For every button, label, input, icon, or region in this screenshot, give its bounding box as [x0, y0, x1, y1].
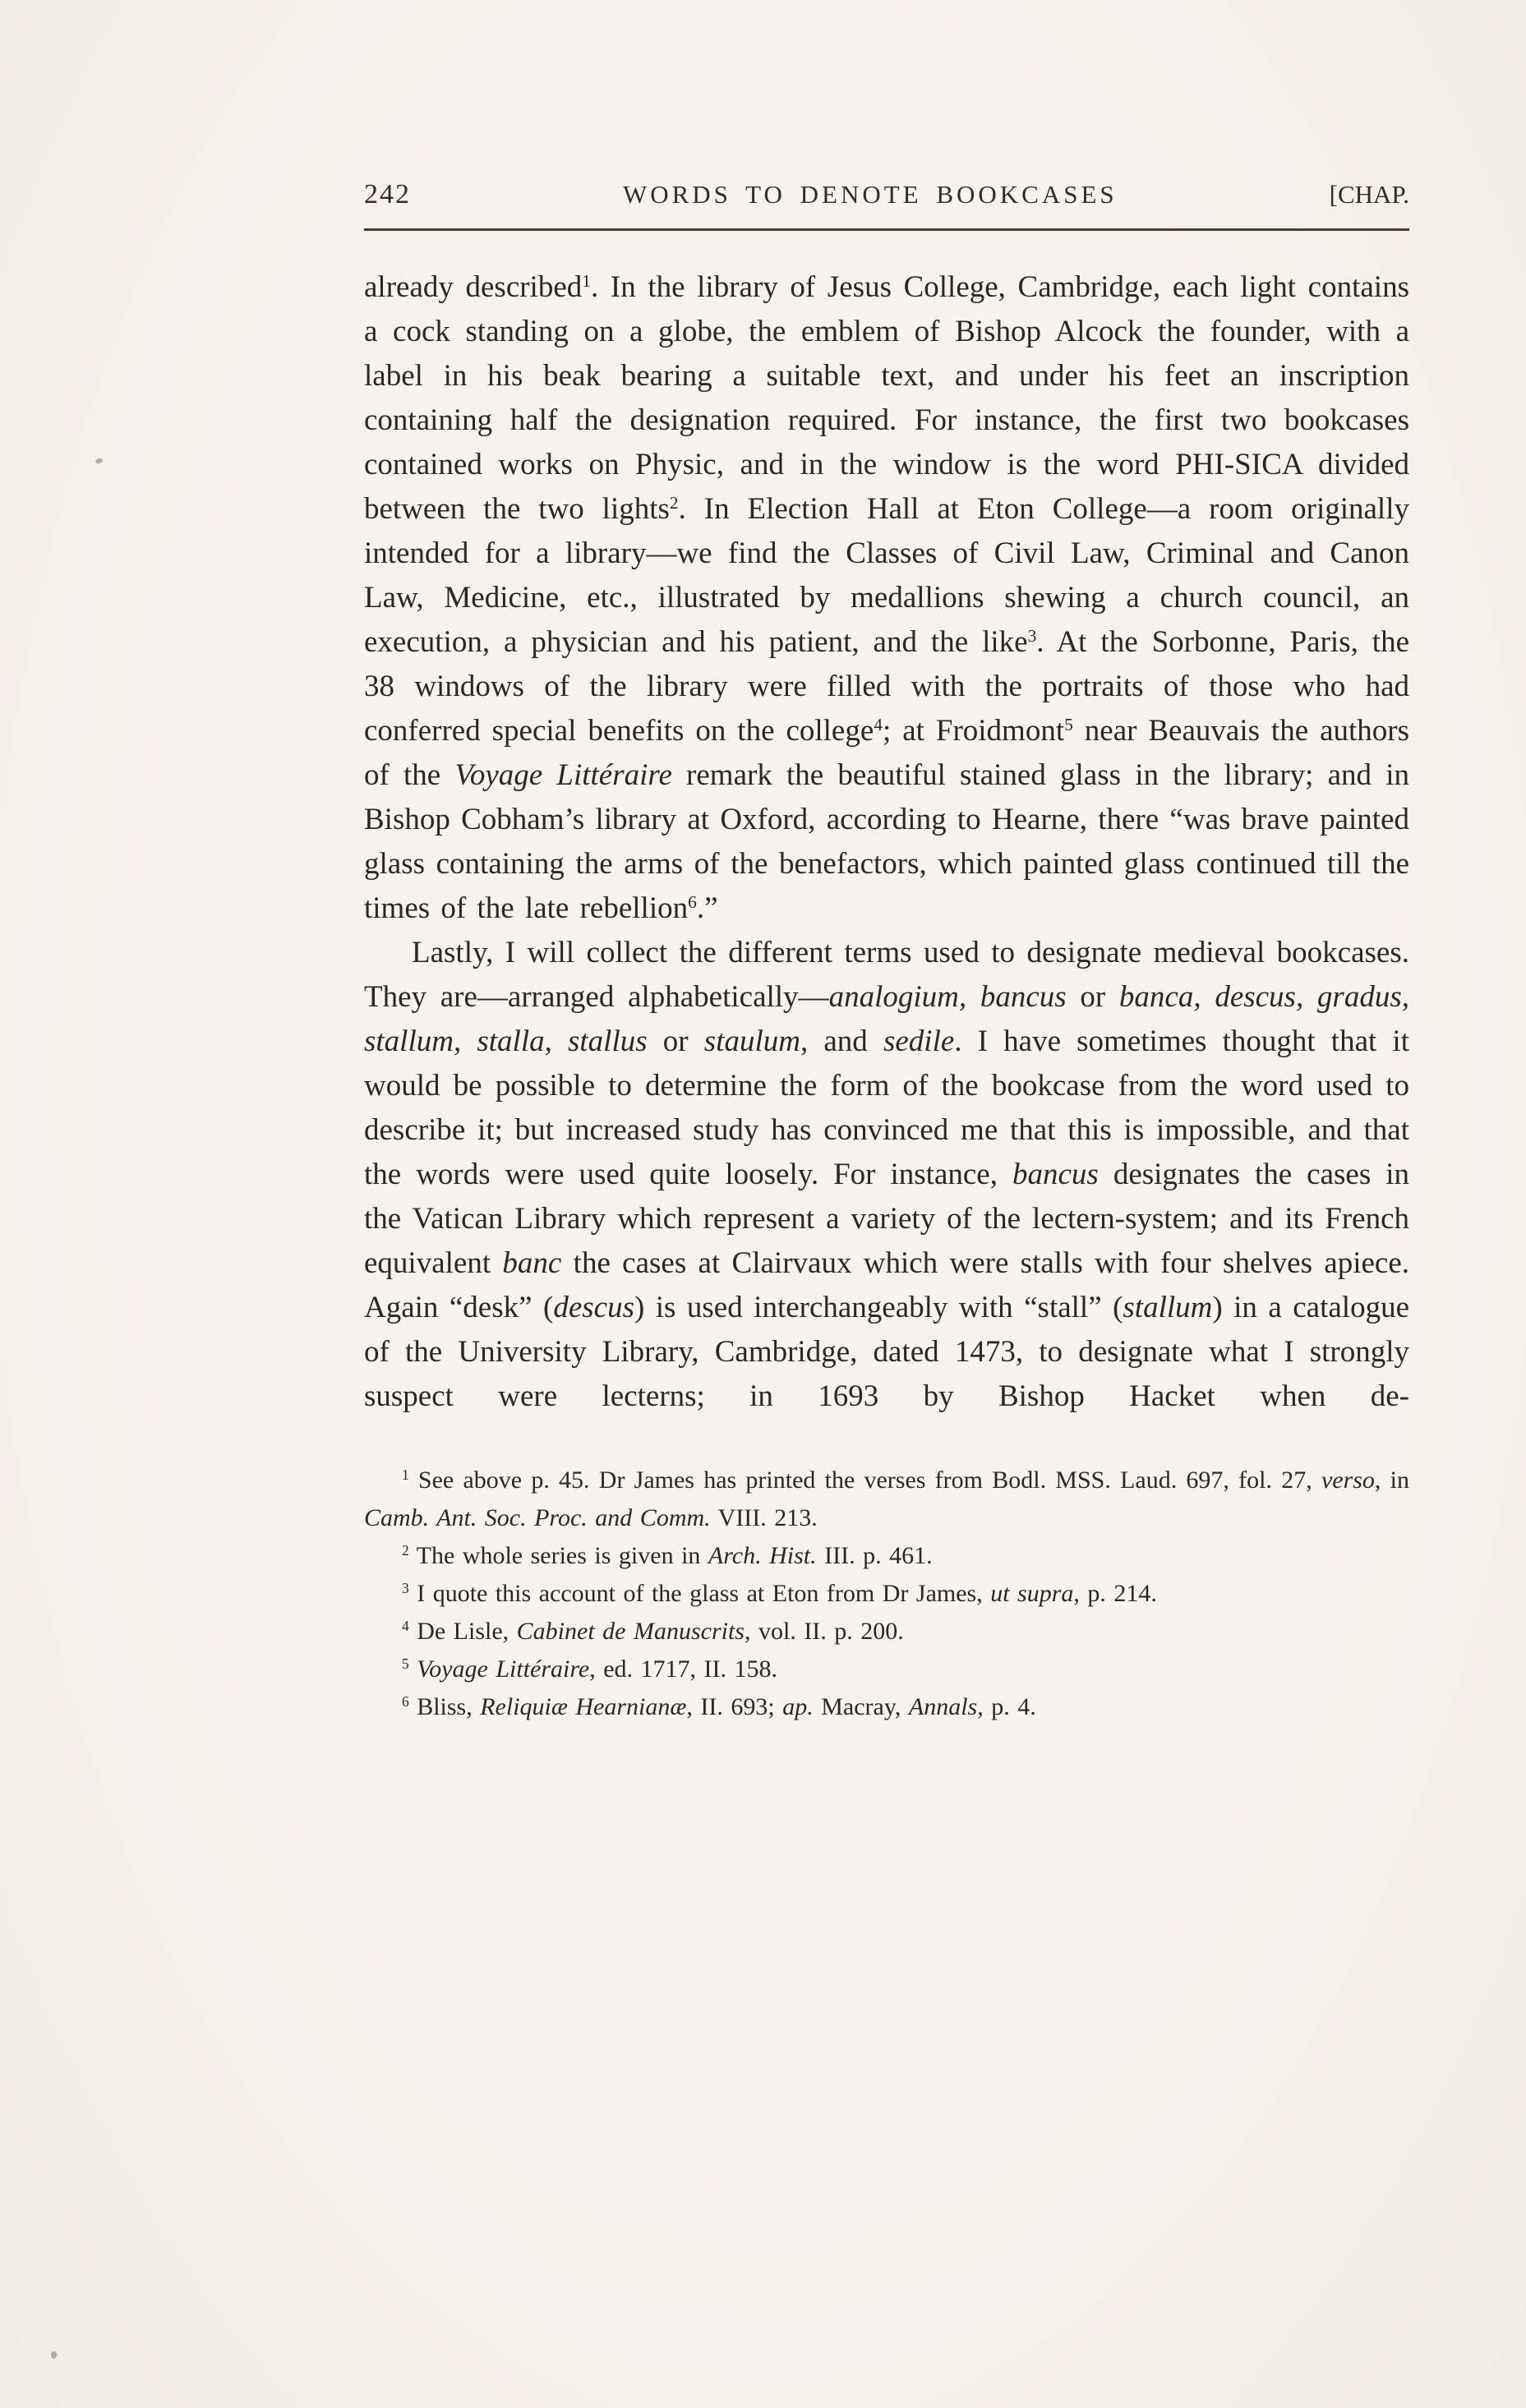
- text-run: Camb. Ant. Soc. Proc. and Comm.: [364, 1504, 711, 1531]
- header-rule: [364, 228, 1409, 231]
- text-run: VIII. 213.: [710, 1504, 818, 1531]
- footnote-reference: 1: [582, 271, 591, 292]
- text-run: Annals: [908, 1693, 978, 1720]
- text-run: Macray,: [813, 1693, 909, 1720]
- text-run: sedile: [883, 1024, 955, 1058]
- footnote-reference: 2: [402, 1542, 409, 1559]
- text-run: , p. 4.: [977, 1693, 1036, 1720]
- text-run: I quote this account of the glass at Eton from Dr James,: [408, 1580, 991, 1607]
- footnote: [364, 1688, 1409, 1726]
- text-run: III. p. 461.: [816, 1542, 933, 1569]
- text-run: De Lisle,: [408, 1618, 517, 1645]
- footnote-reference: 3: [402, 1580, 409, 1597]
- text-run: ) in a catalogue of the University Library, Cambridge, dated 1473, to designate what I strongly suspect were lecterns; in 1693 by Bishop Hacket when de-: [364, 1291, 1410, 1413]
- text-block: [364, 179, 1409, 1726]
- text-run: [409, 1655, 417, 1683]
- text-run: ; at Froidmont: [883, 714, 1065, 748]
- text-run: staulum,: [703, 1024, 809, 1058]
- text-run: the cases at Clairvaux which were stalls with four shelves apiece. Again “desk” (: [364, 1246, 1410, 1324]
- footnote-reference: 2: [669, 493, 679, 513]
- text-run: stallum: [1123, 1291, 1213, 1324]
- text-run: Cabinet de Manuscrits: [516, 1618, 745, 1645]
- running-title: WORDS TO DENOTE BOOKCASES: [622, 180, 1118, 209]
- footnote-reference: 5: [402, 1655, 409, 1673]
- text-run: Lastly, I will collect the different terms used to designate medieval bookcases. They are—arranged alphabetically—: [364, 936, 1409, 1014]
- text-run: . In the library of Jesus College, Cambridge, each light contains a cock standing on a globe, the emblem of Bishop Alcock the founder, with a label in his beak bearing a suitable text, and under his feet an inscription containing half the designation required. For instance, the first two bookcases contained works on Physic, and in the window is the word PHI-SICA divided between the two lights: [364, 270, 1409, 526]
- footnote-reference: 4: [402, 1618, 409, 1635]
- page-header: [364, 179, 1409, 210]
- text-run: near Beauvais the authors of the: [364, 714, 1409, 792]
- footnote-reference: 5: [1064, 715, 1073, 735]
- text-run: descus: [553, 1291, 634, 1324]
- body-paragraphs: [364, 265, 1409, 1419]
- footnote: [364, 1462, 1409, 1537]
- paragraph: [364, 931, 1409, 1419]
- footnote-reference: 6: [402, 1693, 409, 1710]
- footnote: [364, 1651, 1409, 1688]
- text-run: , in: [1374, 1466, 1409, 1494]
- footnote-reference: 4: [874, 715, 883, 735]
- text-run: Reliquiæ Hearnianæ: [480, 1693, 687, 1720]
- scan-speck: [95, 458, 103, 464]
- text-run: banca, descus, gradus, stallum, stalla, stallus: [364, 980, 1409, 1058]
- text-run: analogium, bancus: [828, 980, 1067, 1014]
- text-run: and: [808, 1024, 883, 1058]
- footnote-reference: 1: [402, 1466, 409, 1484]
- text-run: ap.: [782, 1693, 814, 1720]
- text-run: Arch. Hist.: [708, 1542, 817, 1569]
- text-run: . In Election Hall at Eton College—a room originally intended for a library—we find the Classes of Civil Law, Criminal and Canon Law, Medicine, etc., illustrated by medallions shewing a church council, an execution, a physician and his patient, and the like: [364, 492, 1409, 659]
- footnote: [364, 1537, 1409, 1575]
- text-run: or: [647, 1024, 704, 1058]
- text-run: , ed. 1717, II. 158.: [589, 1655, 778, 1683]
- footnote-reference: 6: [688, 892, 697, 913]
- text-run: Bliss,: [408, 1693, 481, 1720]
- text-run: already described: [364, 270, 583, 304]
- text-run: Voyage Littéraire: [417, 1655, 590, 1683]
- text-run: banc: [502, 1246, 562, 1280]
- text-run: remark the beautiful stained glass in the library; and in Bishop Cobham’s library at Oxford, according to Hearne, there “was brave painted glass containing the arms of the benefactors, which painted glass continued till the times of the late rebellion: [364, 758, 1409, 925]
- scan-speck: [50, 2350, 58, 2359]
- text-run: , II. 693;: [686, 1693, 783, 1720]
- text-run: ) is used interchangeably with “stall” (: [634, 1291, 1123, 1324]
- footnotes: [364, 1462, 1409, 1726]
- text-run: Voyage Littéraire: [454, 758, 672, 792]
- text-run: .”: [696, 891, 718, 925]
- paragraph: [364, 265, 1409, 931]
- text-run: . I have sometimes thought that it would be possible to determine the form of the bookcase from the word used to describe it; but increased study has convinced me that this is impossible, and that the words were used quite loosely. For instance,: [364, 1024, 1409, 1191]
- text-run: ut supra: [990, 1580, 1074, 1607]
- text-run: designates the cases in the Vatican Library which represent a variety of the lectern-system; and its French equivalent: [364, 1158, 1410, 1280]
- text-run: See above p. 45. Dr James has printed the verses from Bodl. MSS. Laud. 697, fol. 27,: [408, 1466, 1321, 1494]
- text-run: , vol. II. p. 200.: [744, 1618, 904, 1645]
- text-run: , p. 214.: [1073, 1580, 1157, 1607]
- footnote-reference: 3: [1027, 626, 1037, 647]
- text-run: . At the Sorbonne, Paris, the 38 windows of the library were filled with the portraits of those who had conferred special benefits on the college: [364, 625, 1409, 748]
- text-run: The whole series is given in: [408, 1542, 708, 1569]
- footnote: [364, 1613, 1409, 1651]
- text-run: verso: [1321, 1466, 1375, 1494]
- page-number: 242: [364, 179, 411, 209]
- text-run: or: [1066, 980, 1119, 1014]
- text-run: bancus: [1012, 1158, 1099, 1191]
- footnote: [364, 1575, 1409, 1613]
- chapter-mark: [CHAP.: [1329, 180, 1409, 209]
